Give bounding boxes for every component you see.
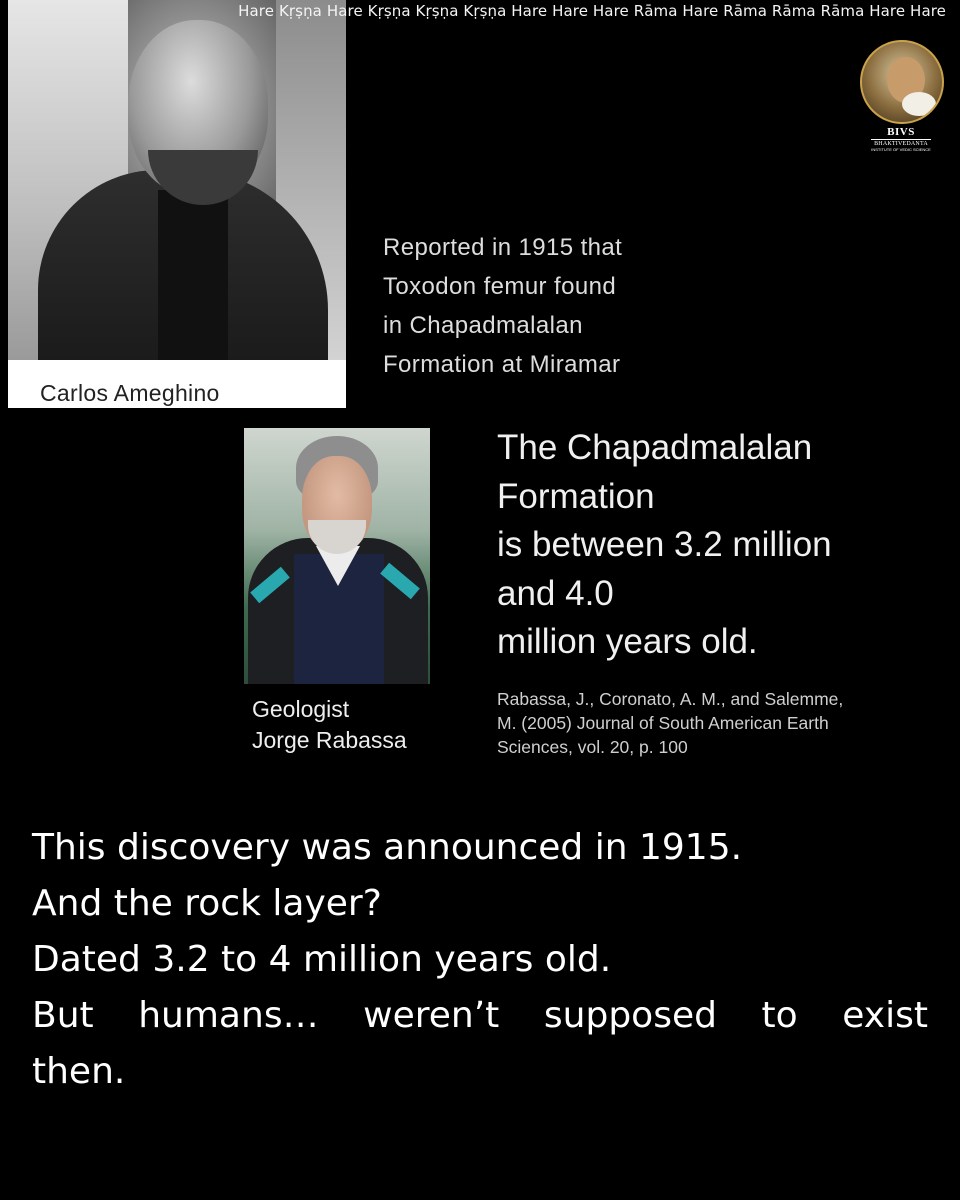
- jorge-rabassa-photo: [244, 428, 430, 684]
- narrative-word: humans…: [138, 995, 319, 1036]
- report-line: Toxodon femur found: [383, 273, 617, 300]
- narrative-word: supposed: [543, 995, 717, 1036]
- ameghino-panel: [0, 0, 960, 408]
- narrative-word: exist: [842, 995, 928, 1036]
- citation-line: Rabassa, J., Coronato, A. M., and Salemme,: [497, 689, 844, 709]
- narrative-line: This discovery was announced in 1915.: [32, 827, 743, 868]
- narrative-word: to: [761, 995, 798, 1036]
- report-text: [383, 228, 622, 384]
- carlos-ameghino-caption: Carlos Ameghino: [40, 380, 220, 406]
- formation-line: million years old.: [497, 622, 758, 661]
- citation-line: M. (2005) Journal of South American Earth: [497, 713, 829, 733]
- bivs-logo: [860, 40, 942, 152]
- narrative-word: But: [32, 995, 94, 1036]
- caption-line: Jorge Rabassa: [252, 727, 407, 753]
- citation: [497, 687, 843, 759]
- logo-portrait-icon: [860, 40, 944, 124]
- formation-age-text: [497, 424, 832, 667]
- narrative-word: weren’t: [363, 995, 500, 1036]
- jorge-rabassa-caption: [252, 694, 407, 756]
- narrative-text: [32, 820, 928, 1100]
- formation-line: and 4.0: [497, 573, 614, 613]
- logo-line2: INSTITUTE OF VEDIC SCIENCE: [871, 147, 931, 152]
- formation-line: The Chapadmalalan: [497, 428, 813, 467]
- logo-line1: BHAKTIVEDANTA: [874, 141, 928, 147]
- carlos-ameghino-photo: [8, 0, 346, 360]
- report-line: Formation at Miramar: [383, 351, 621, 378]
- narrative-line: And the rock layer?: [32, 883, 382, 924]
- caption-line: Geologist: [252, 696, 350, 722]
- narrative-line: Dated 3.2 to 4 million years old.: [32, 939, 612, 980]
- narrative-line: then.: [32, 1051, 126, 1092]
- logo-divider: [871, 139, 931, 140]
- formation-line: Formation: [497, 476, 655, 516]
- narrative-line-justified: [32, 988, 928, 1044]
- formation-line: is between 3.2 million: [497, 525, 832, 564]
- report-line: Reported in 1915 that: [383, 234, 623, 261]
- header-mantra: Hare Kṛṣṇa Hare Kṛṣṇa Kṛṣṇa Kṛṣṇa Hare Hare Hare Rāma Hare Rāma Rāma Rāma Hare Hare: [238, 2, 946, 20]
- citation-line: Sciences, vol. 20, p. 100: [497, 737, 688, 757]
- report-line: in Chapadmalalan: [383, 312, 583, 339]
- logo-name: BIVS: [887, 126, 915, 138]
